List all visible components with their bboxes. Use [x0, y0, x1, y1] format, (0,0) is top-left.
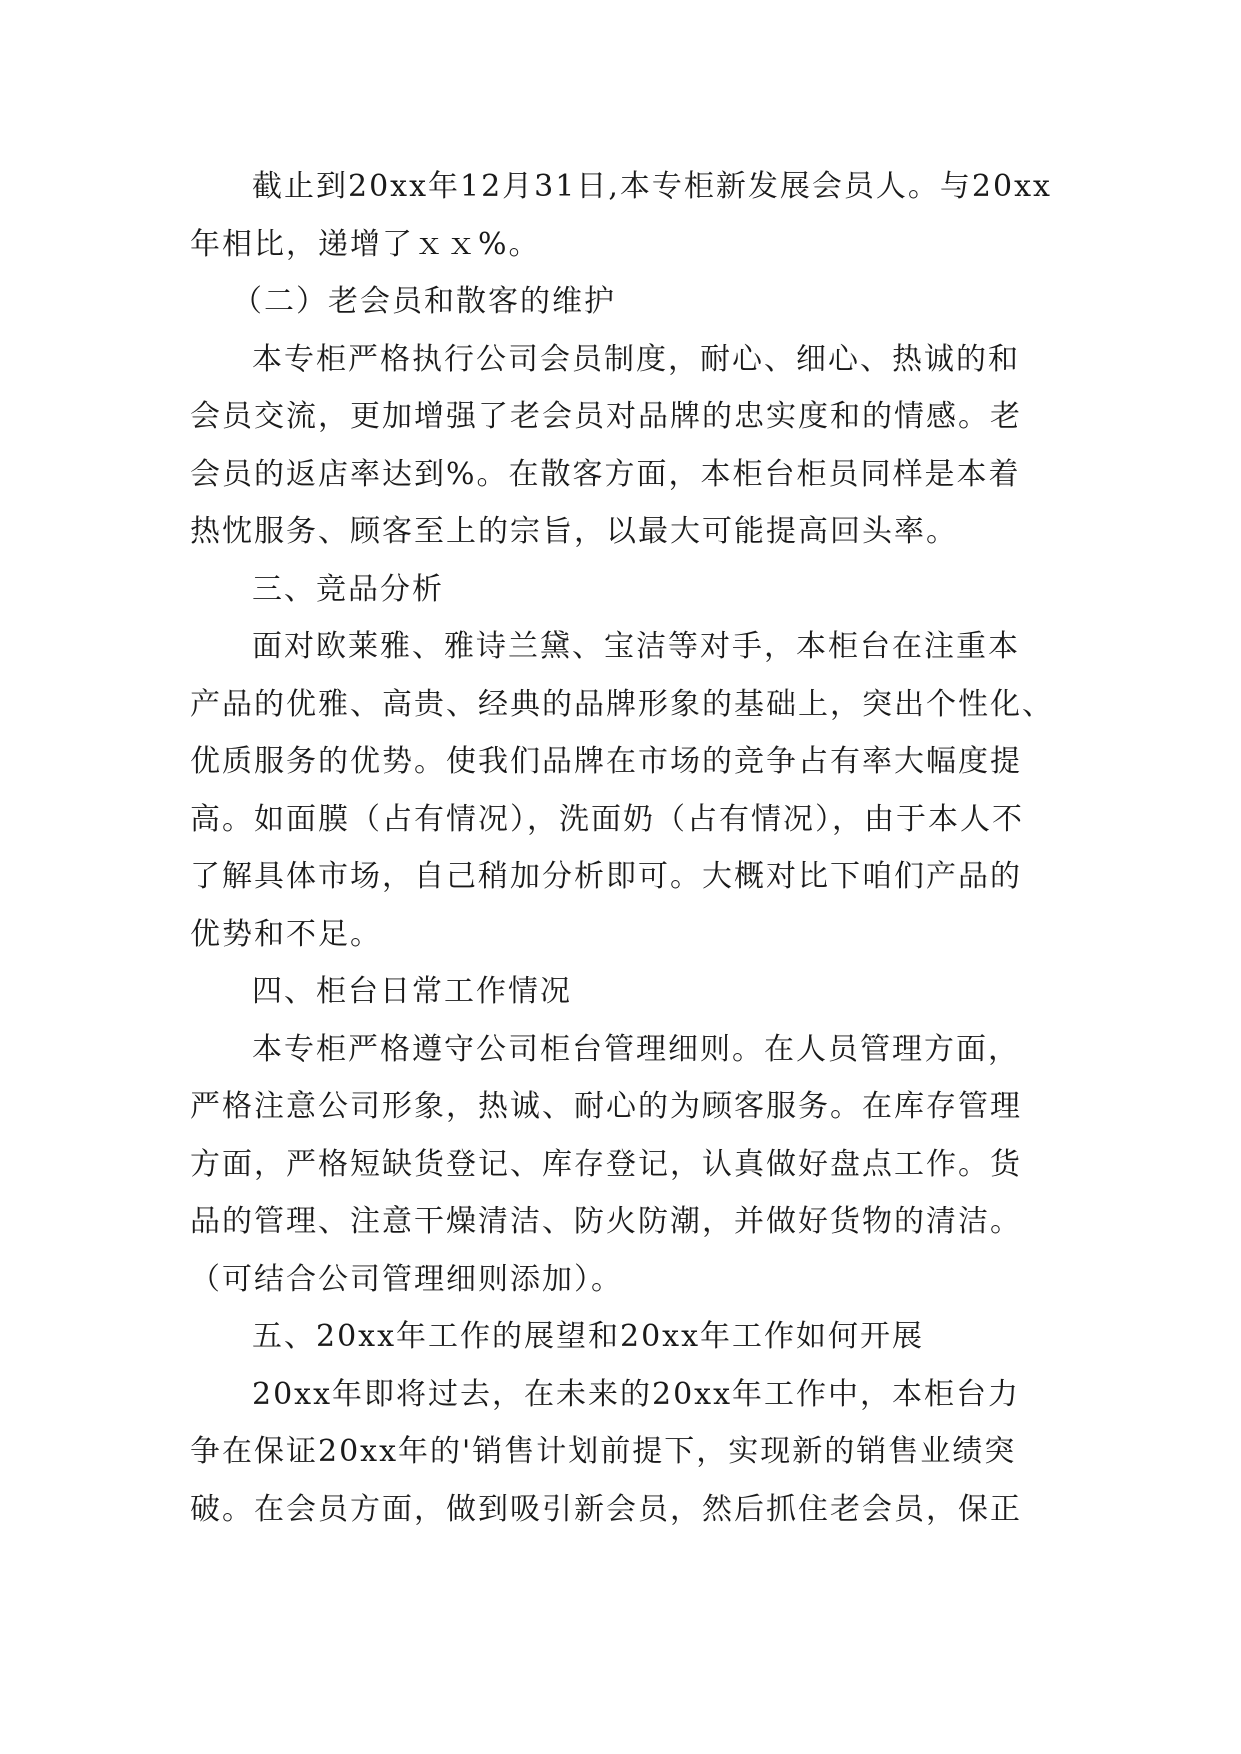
text-line: 优势和不足。	[190, 916, 382, 952]
text-line: 面对欧莱雅、雅诗兰黛、宝洁等对手，本柜台在注重本	[252, 629, 1020, 664]
text-line: 本专柜严格执行公司会员制度，耐心、细心、热诚的和	[252, 341, 1020, 377]
text-line: 品的管理、注意干燥清洁、防火防潮，并做好货物的清洁。	[190, 1204, 1022, 1239]
text-line: 优质服务的优势。使我们品牌在市场的竞争占有率大幅度提	[190, 744, 1022, 779]
text-line: 热忱服务、顾客至上的宗旨，以最大可能提高回头率。	[190, 514, 958, 549]
text-line: 了解具体市场，自己稍加分析即可。大概对比下咱们产品的	[190, 859, 1022, 894]
text-line: 本专柜严格遵守公司柜台管理细则。在人员管理方面，	[252, 1031, 1020, 1067]
text-line: 会员交流，更加增强了老会员对品牌的忠实度和的情感。老	[190, 399, 1022, 434]
text-line: 严格注意公司形象，热诚、耐心的为顾客服务。在库存管理	[190, 1089, 1022, 1124]
section-heading: 三、竞品分析	[252, 571, 444, 607]
text-line: 争在保证20xx年的'销售计划前提下，实现新的销售业绩突	[190, 1434, 1017, 1469]
text-line: 会员的返店率达到%。在散客方面，本柜台柜员同样是本着	[190, 456, 1021, 492]
section-heading: 五、20xx年工作的展望和20xx年工作如何开展	[252, 1319, 925, 1354]
text-line: （可结合公司管理细则添加）。	[190, 1261, 623, 1297]
section-heading: 四、柜台日常工作情况	[252, 974, 572, 1009]
text-line: 破。在会员方面，做到吸引新会员，然后抓住老会员，保正	[190, 1491, 1022, 1527]
text-line: 20xx年即将过去，在未来的20xx年工作中，本柜台力	[252, 1376, 1021, 1412]
text-line: 年相比，递增了ｘｘ%。	[190, 226, 541, 262]
text-line: 方面，严格短缺货登记、库存登记，认真做好盘点工作。货	[190, 1146, 1022, 1182]
text-line: 高。如面膜（占有情况），洗面奶（占有情况），由于本人不	[190, 801, 1024, 837]
section-heading: （二）老会员和散客的维护	[232, 284, 616, 319]
text-line: 截止到20xx年12月31日,本专柜新发展会员人。与20xx	[252, 169, 1052, 204]
text-line: 产品的优雅、高贵、经典的品牌形象的基础上，突出个性化、	[190, 686, 1054, 722]
document-body	[190, 158, 1070, 1538]
